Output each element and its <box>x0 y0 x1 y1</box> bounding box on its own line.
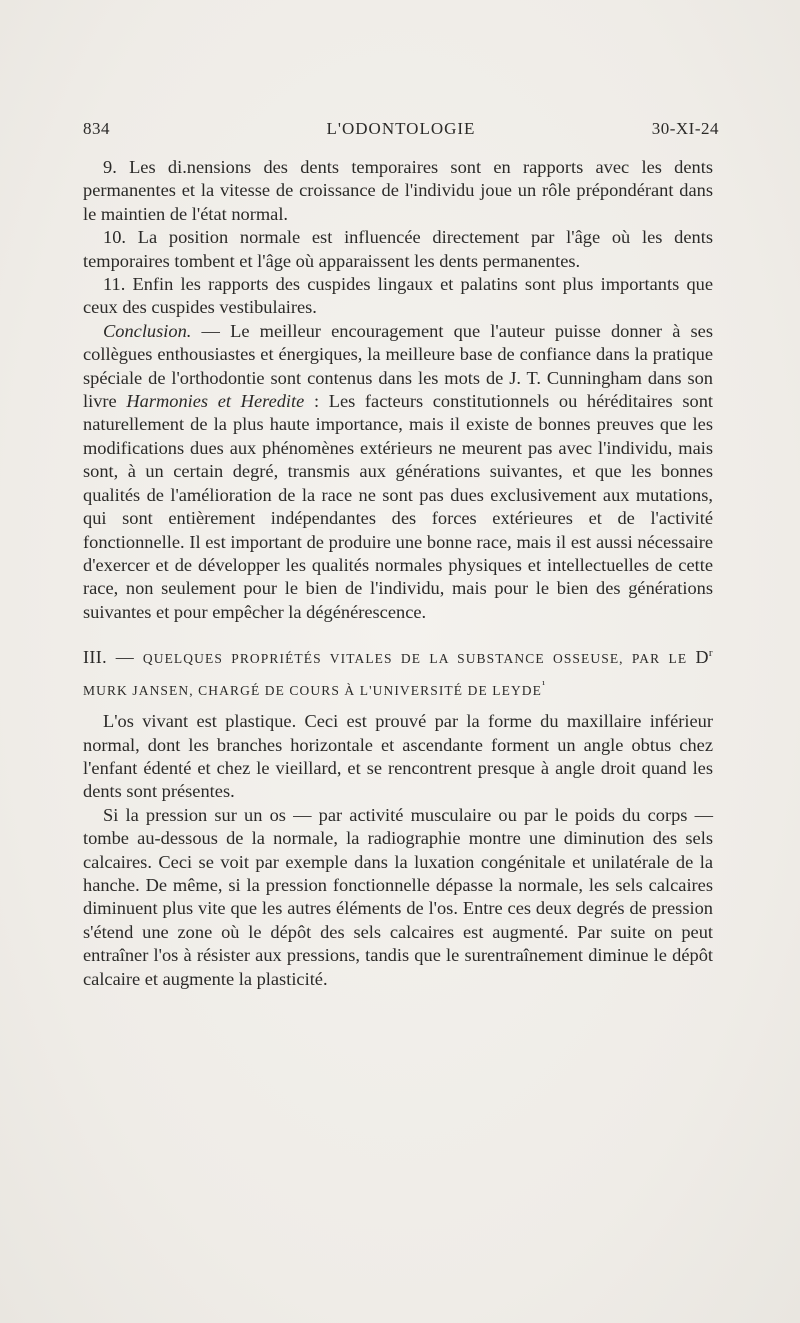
page-number: 834 <box>83 119 110 138</box>
section-paragraph-1: L'os vivant est plastique. Ceci est prouvé par la forme du maxillaire inférieur normal, dont les branches horizontale et ascendante forment un angle obtus chez l'enfant édenté et chez le vieillard, et se rencontrent presque à angle droit quand les dents sont présentes. <box>83 711 713 802</box>
book-title: Harmonies et Heredite <box>126 391 305 412</box>
section-heading <box>83 640 713 704</box>
paragraph-11: 11. Enfin les rapports des cuspides lingaux et palatins sont plus importants que ceux des cuspides vestibulaires. <box>83 274 713 318</box>
section-title-a: QUELQUES PROPRIÉTÉS VITALES DE LA SUBSTANCE OSSEUSE, PAR LE <box>142 651 696 667</box>
conclusion-paragraph <box>83 320 713 624</box>
section-paragraph-2: Si la pression sur un os — par activité musculaire ou par le poids du corps — tombe au-dessous de la normale, la radiographie montre une diminution des sels calcaires. Ceci se voit par exemple dans la luxation congénitale et unilatérale de la hanche. De même, si la pression fonctionnelle dépasse la normale, les sels calcaires diminuent plus vite que les autres éléments de l'os. Entre ces deux degrés de pression s'étend une zone où le dépôt des sels calcaires est augmenté. Par suite on peut entraîner l'os à résister aux pressions, tandis que le surentraînement diminue le dépôt calcaire et augmente la plasticité. <box>83 804 713 989</box>
conclusion-label: Conclusion. <box>103 320 192 341</box>
section-numeral: III. — <box>83 647 143 668</box>
footnote-marker: ¹ <box>542 679 546 692</box>
paragraph-10: 10. La position normale est influencée directement par l'âge où les dents temporaires tombent et l'âge où apparaissent les dents permanentes. <box>83 227 713 271</box>
journal-title: L'ODONTOLOGIE <box>326 119 476 138</box>
doctor-abbrev: D <box>695 647 709 668</box>
page-body <box>83 156 713 991</box>
issue-date: 30-XI-24 <box>651 119 719 138</box>
conclusion-text-a: — Le meilleur encouragement que l'auteur puisse donner à ses collègues enthousiastes et énergiques, la meilleure base de confiance dans la pratique spéciale de l'orthodontie sont contenus dans les mots de J. T. Cunningham dans son livre <box>83 320 713 412</box>
conclusion-text-b: : Les facteurs constitutionnels ou héréditaires sont naturellement de la plus haute importance, mais il existe de bonnes preuves que les modifications dues aux phénomènes extérieurs ne meurent pas avec l'individu, mais sont, à un certain degré, transmis aux générations suivantes, et que les bonnes qualités de l'amélioration de la race ne sont pas dues exclusivement aux mutations, qui sont entièrement indépendantes des forces extérieures et de l'activité fonctionnelle. Il est important de produire une bonne race, mais il est aussi nécessaire d'exercer et de développer les qualités normales physiques et intellectuelles de cette race, non seulement pour le bien de l'individu, mais pour le bien des générations suivantes et pour empêcher la dégénérescence. <box>83 391 714 622</box>
running-header <box>83 119 719 143</box>
section-title-b: MURK JANSEN, CHARGÉ DE COURS À L'UNIVERSITÉ DE LEYDE <box>83 683 543 699</box>
paragraph-9: 9. Les di.nensions des dents temporaires sont en rapports avec les dents permanentes et la vitesse de croissance de l'individu joue un rôle prépondérant dans le maintien de l'état normal. <box>83 157 713 224</box>
doctor-abbrev-sup: r <box>708 647 713 660</box>
